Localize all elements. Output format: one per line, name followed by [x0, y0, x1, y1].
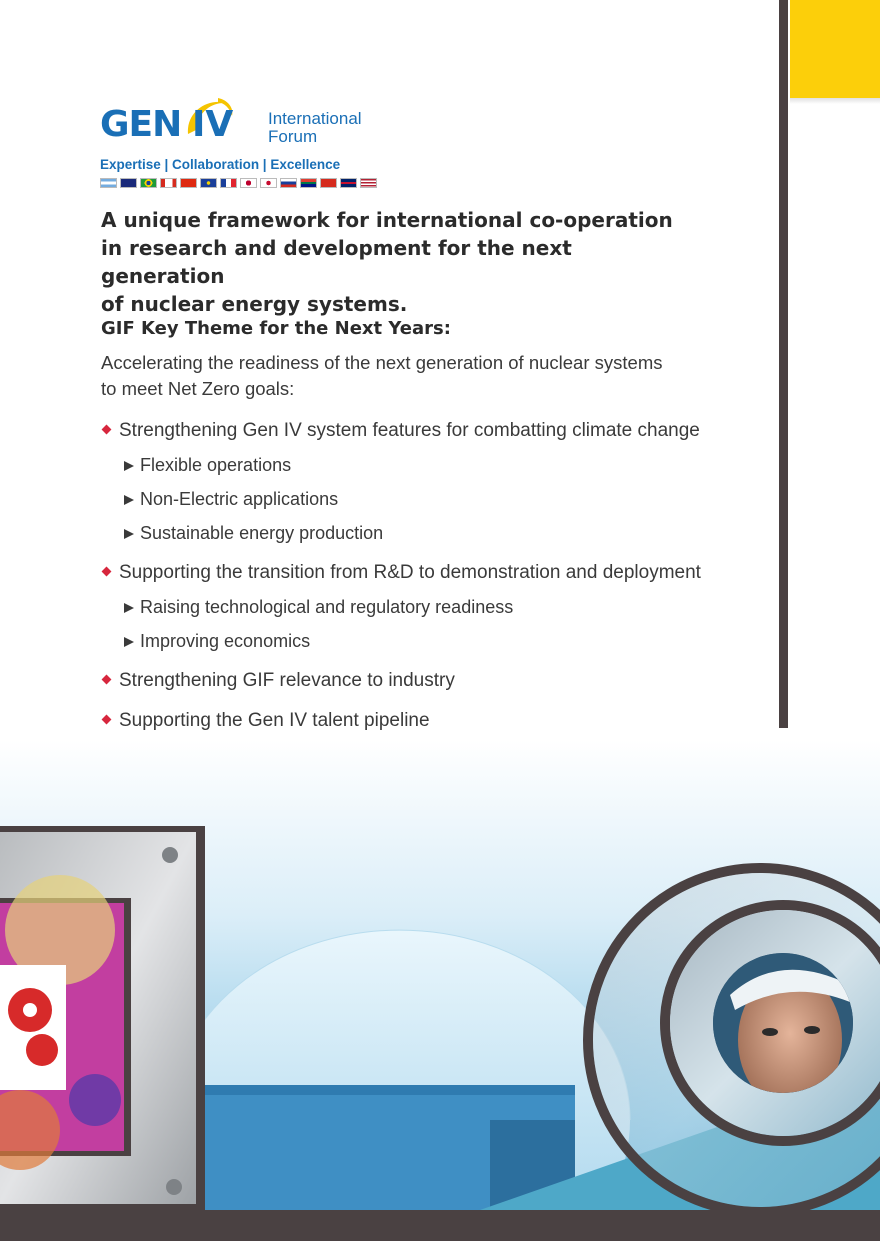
sub-bullet-item [124, 455, 291, 476]
intro-line-1: A unique framework for international co-operation [101, 208, 673, 232]
sub-bullet-item [124, 489, 338, 510]
flag-japan-icon [240, 178, 257, 188]
triangle-arrow-icon [124, 495, 134, 505]
logo-forum-text: Forum [268, 127, 318, 146]
footer-bar [0, 1210, 880, 1241]
sub-bullet-label: Improving economics [140, 631, 311, 651]
flag-switzerland-icon [320, 178, 337, 188]
flag-russia-icon [280, 178, 297, 188]
logo-international-forum [268, 110, 362, 146]
intro-line-2: in research and development for the next generation [101, 236, 572, 288]
sub-bullet-label: Raising technological and regulatory readiness [140, 597, 514, 617]
key-theme-line-2: to meet Net Zero goals: [101, 378, 295, 399]
flag-france-icon [220, 178, 237, 188]
key-theme-heading: GIF Key Theme for the Next Years: [101, 318, 451, 339]
triangle-arrow-icon [124, 461, 134, 471]
flag-eu-icon [200, 178, 217, 188]
bullet-label: Strengthening GIF relevance to industry [119, 670, 455, 691]
logo-iv-text: IV [192, 104, 234, 145]
logo-tagline: Expertise | Collaboration | Excellence [100, 157, 341, 172]
key-theme-line-1: Accelerating the readiness of the next generation of nuclear systems [101, 352, 663, 373]
bullet-diamond-icon [102, 425, 112, 435]
flag-australia-icon [120, 178, 137, 188]
bullet-diamond-icon [102, 675, 112, 685]
flag-usa-icon [360, 178, 377, 188]
triangle-arrow-icon [124, 529, 134, 539]
flag-uk-icon [340, 178, 357, 188]
flag-korea-icon [260, 178, 277, 188]
flag-argentina-icon [100, 178, 117, 188]
triangle-arrow-icon [124, 637, 134, 647]
key-theme-text [101, 350, 761, 402]
bullet-label: Strengthening Gen IV system features for combatting climate change [119, 420, 700, 441]
logo-international-text: International [268, 109, 362, 128]
flag-canada-icon [160, 178, 177, 188]
bullet-diamond-icon [102, 567, 112, 577]
yellow-corner-tab [790, 0, 880, 98]
logo-gen-text: GEN [100, 104, 182, 145]
bullet-item [101, 670, 455, 692]
flag-brazil-icon [140, 178, 157, 188]
flag-south-africa-icon [300, 178, 317, 188]
sub-bullet-label: Sustainable energy production [140, 523, 384, 543]
bullet-diamond-icon [102, 715, 112, 725]
sub-bullet-label: Non-Electric applications [140, 489, 339, 509]
intro-line-3: of nuclear energy systems. [101, 292, 408, 316]
gen-iv-logo [100, 94, 400, 194]
bullet-item [101, 710, 430, 732]
sub-bullet-item [124, 523, 383, 544]
sub-bullet-item [124, 631, 310, 652]
bullet-item [101, 420, 700, 442]
member-flags-row [100, 178, 377, 188]
triangle-arrow-icon [124, 603, 134, 613]
bullet-label: Supporting the transition from R&D to demonstration and deployment [119, 562, 701, 583]
sub-bullet-label: Flexible operations [140, 455, 292, 475]
vertical-divider-line [779, 0, 788, 728]
yellow-tab-shadow [790, 98, 880, 104]
intro-statement [101, 206, 701, 318]
sub-bullet-item [124, 597, 513, 618]
reactor-photo-collage [0, 740, 880, 1241]
bullet-label: Supporting the Gen IV talent pipeline [119, 710, 430, 731]
bullet-item [101, 562, 701, 584]
flag-china-icon [180, 178, 197, 188]
